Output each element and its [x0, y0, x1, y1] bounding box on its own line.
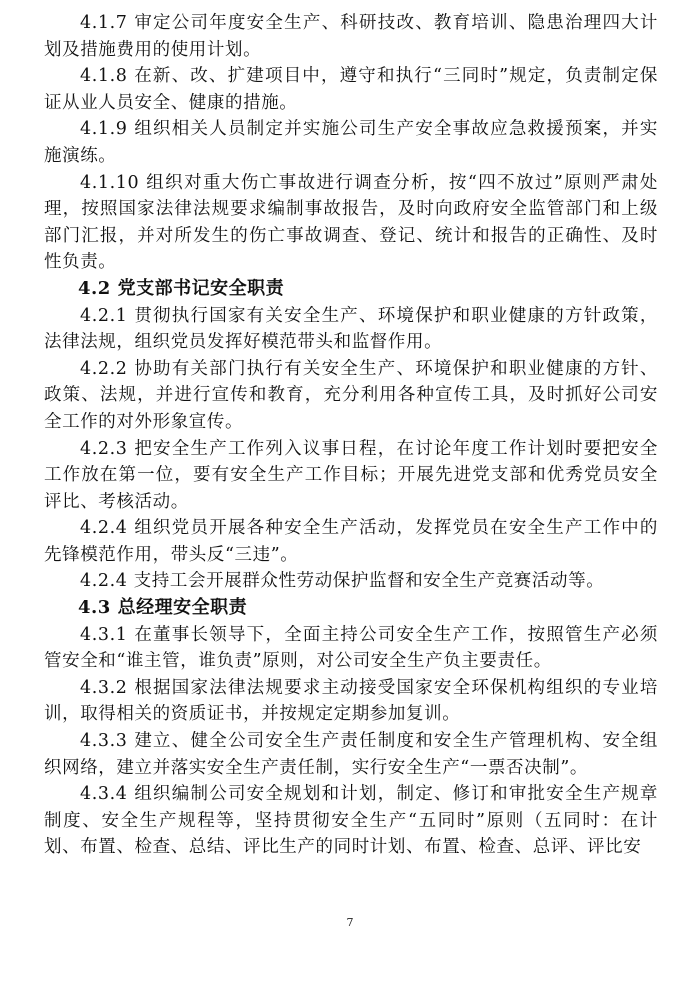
paragraph-4-1-7: 4.1.7 审定公司年度安全生产、科研技改、教育培训、隐患治理四大计划及措施费用的使用计划。 [44, 13, 658, 60]
document-page [44, 10, 658, 861]
paragraph-4-3-1: 4.3.1 在董事长领导下，全面主持公司安全生产工作，按照管生产必须管安全和“谁主管，谁负责”原则，对公司安全生产负主要责任。 [44, 624, 658, 672]
section-heading-4-2: 4.2 党支部书记安全职责 [78, 277, 285, 299]
page-number: 7 [346, 916, 354, 929]
paragraph-4-1-9: 4.1.9 组织相关人员制定并实施公司生产安全事故应急救援预案，并实施演练。 [44, 119, 658, 166]
paragraph-4-2-4-b: 4.2.4 支持工会开展群众性劳动保护监督和安全生产竞赛活动等。 [80, 571, 605, 592]
paragraph-4-1-10: 4.1.10 组织对重大伤亡事故进行调查分析，按“四不放过”原则严肃处理，按照国家法律法规要求编制事故报告，及时向政府安全监管部门和上级部门汇报，并对所发生的伤亡事故调查、登记、统计和报告的正确性、及时性负责。 [44, 172, 658, 273]
paragraph-4-3-4: 4.3.4 组织编制公司安全规划和计划，制定、修订和审批安全生产规章制度、安全生产规程等，坚持贯彻安全生产“五同时”原则（五同时：在计划、布置、检查、总结、评比生产的同时计划、布置、检查、总评、评比安 [44, 784, 658, 858]
paragraph-4-3-3: 4.3.3 建立、健全公司安全生产责任制度和安全生产管理机构、安全组织网络，建立并落实安全生产责任制，实行安全生产“一票否决制”。 [44, 731, 658, 778]
section-heading-4-3: 4.3 总经理安全职责 [78, 597, 248, 619]
paragraph-4-2-1: 4.2.1 贯彻执行国家有关安全生产、环境保护和职业健康的方针政策，法律法规，组织党员发挥好模范带头和监督作用。 [44, 305, 658, 353]
paragraph-4-2-2: 4.2.2 协助有关部门执行有关安全生产、环境保护和职业健康的方针、政策、法规，并进行宣传和教育，充分利用各种宣传工具，及时抓好公司安全工作的对外形象宣传。 [44, 358, 658, 432]
paragraph-4-1-8: 4.1.8 在新、改、扩建项目中，遵守和执行“三同时”规定，负责制定保证从业人员安全、健康的措施。 [44, 66, 658, 113]
paragraph-4-2-3: 4.2.3 把安全生产工作列入议事日程，在讨论年度工作计划时要把安全工作放在第一位，要有安全生产工作目标；开展先进党支部和优秀党员安全评比、考核活动。 [44, 438, 658, 512]
paragraph-4-3-2: 4.3.2 根据国家法律法规要求主动接受国家安全环保机构组织的专业培训，取得相关的资质证书，并按规定定期参加复训。 [44, 677, 658, 725]
paragraph-4-2-4-a: 4.2.4 组织党员开展各种安全生产活动，发挥党员在安全生产工作中的先锋模范作用，带头反“三违”。 [44, 518, 658, 565]
